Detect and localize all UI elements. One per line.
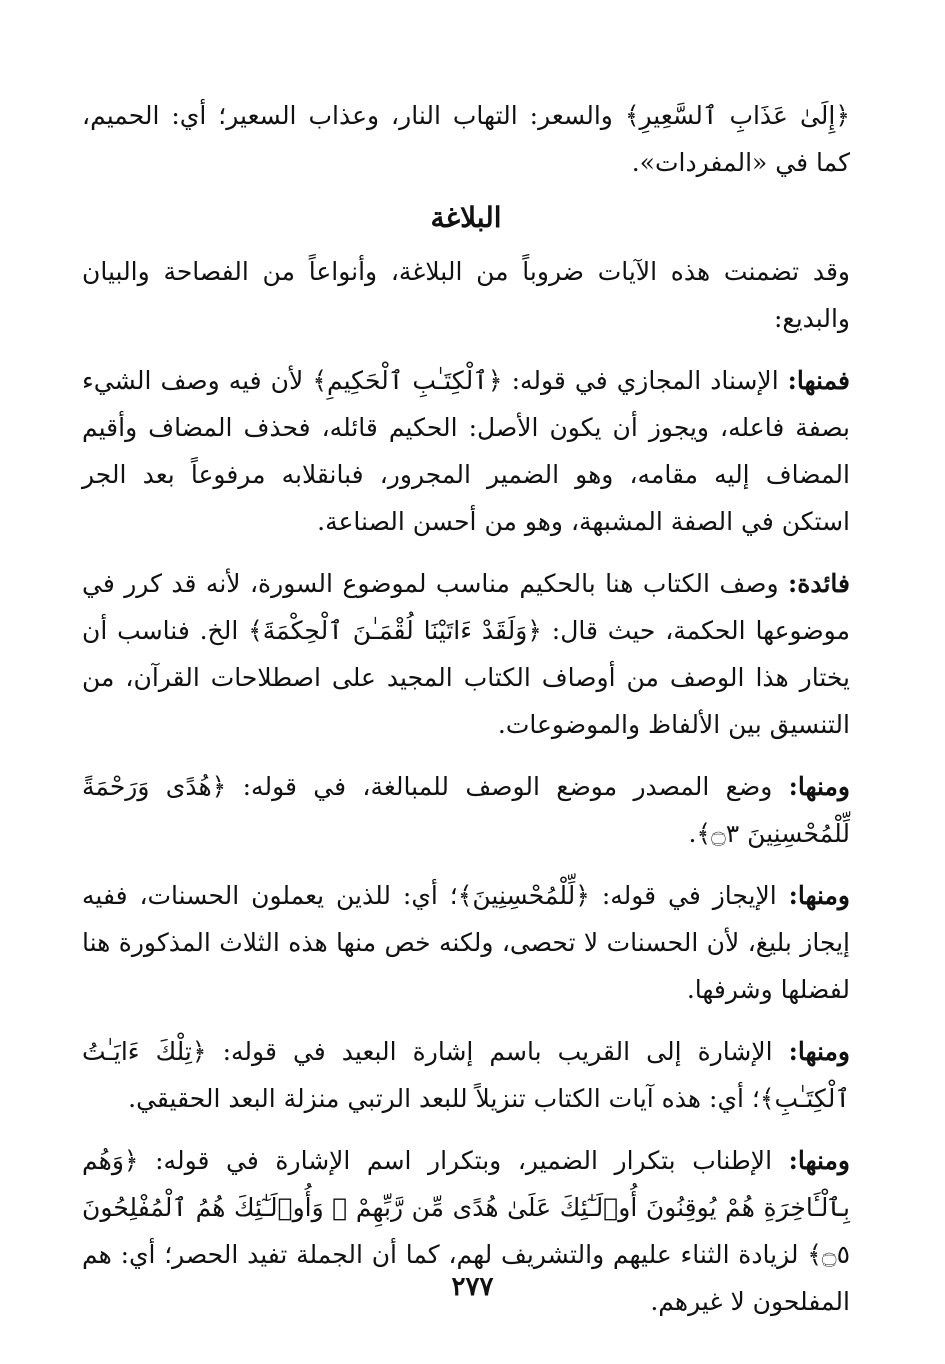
quran-quote: ﴿وَهُم بِٱلْـَٔاخِرَةِ هُمْ يُوقِنُونَ أُو۟لَـٰٓئِكَ عَلَىٰ هُدًى مِّن رَّبِّهِمْ ۖ وَأُو۟لَـٰٓئِكَ هُمُ ٱلْمُفْلِحُونَ ۝٥﴾ (82, 1146, 850, 1269)
paragraph-ishara (82, 1028, 850, 1122)
quran-quote: ﴿لِّلْمُحْسِنِينَ﴾ (457, 881, 590, 910)
opening-paragraph: وقد تضمنت هذه الآيات ضروباً من البلاغة، وأنواعاً من الفصاحة والبيان والبديع: (82, 257, 850, 333)
paragraph-lead: ومنها: (788, 881, 850, 910)
paragraph-text: ؛ أي: هذه آيات الكتاب تنزيلاً للبعد الرتبي منزلة البعد الحقيقي. (128, 1084, 760, 1113)
paragraph-lead: ومنها: (788, 1037, 850, 1066)
section-heading: البلاغة (430, 201, 502, 234)
paragraph-isnad (82, 357, 850, 545)
paragraph-text: الإسناد المجازي في قوله: (502, 366, 788, 395)
paragraph-text: والسعر: التهاب النار، وعذاب السعير؛ أي: الحميم، كما في «المفردات». (82, 101, 850, 177)
paragraph-text: لأن فيه وصف الشيء بصفة فاعله، ويجوز أن يكون الأصل: الحكيم قائله، فحذف المضاف وأقيم المضاف إليه مقامه، وهو الضمير المجرور، فبانقلابه مرفوعاً بعد الجر استكن في الصفة المشبهة، وهو من أحسن الصناعة. (82, 366, 850, 536)
quran-quote: ﴿هُدًى وَرَحْمَةً لِّلْمُحْسِنِينَ ۝٣﴾ (82, 772, 850, 848)
paragraph-text: الإيجاز في قوله: (589, 881, 789, 910)
paragraph-text: وصف الكتاب هنا بالحكيم مناسب لموضوع السورة، لأنه قد كرر في موضوعها الحكمة، حيث قال: (82, 569, 850, 645)
paragraph-text: الإطناب بتكرار الضمير، وبتكرار اسم الإشارة في قوله: (138, 1146, 789, 1175)
paragraph-text: . (688, 819, 697, 848)
quran-quote: ﴿ٱلْكِتَـٰبِ ٱلْحَكِيمِ﴾ (312, 366, 503, 395)
paragraph-lead: فمنها: (787, 366, 850, 395)
paragraph-lead: ومنها: (788, 1146, 850, 1175)
paragraph-faida (82, 560, 850, 748)
paragraph-ijaz (82, 872, 850, 1013)
paragraph-lead: فائدة: (788, 569, 850, 598)
quran-quote: ﴿وَلَقَدْ ءَاتَيْنَا لُقْمَـٰنَ ٱلْحِكْمَةَ﴾ (248, 616, 542, 645)
paragraph-text: ؛ أي: للذين يعملون الحسنات، ففيه إيجاز بليغ، لأن الحسنات لا تحصى، ولكنه خص منها هذه الثلاث المذكورة هنا لفضلها وشرفها. (82, 881, 850, 1004)
paragraph-masdar (82, 763, 850, 857)
page-number: ٢٧٧ (451, 1272, 494, 1302)
paragraph-text: لزيادة الثناء عليهم والتشريف لهم، كما أن الجملة تفيد الحصر؛ أي: هم المفلحون لا غيرهم. (82, 1240, 850, 1316)
paragraph-lead: ومنها: (788, 772, 850, 801)
intro-paragraph (82, 92, 850, 186)
quran-quote: ﴿إِلَىٰ عَذَابِ ٱلسَّعِيرِ﴾ (624, 101, 850, 130)
quran-quote: ﴿تِلْكَ ءَايَـٰتُ ٱلْكِتَـٰبِ﴾ (82, 1037, 850, 1113)
paragraph-text: الخ. فناسب أن يختار هذا الوصف من أوصاف الكتاب المجيد على اصطلاحات القرآن، من التنسيق بين الألفاظ والموضوعات. (82, 616, 850, 739)
paragraph-text: وضع المصدر موضع الوصف للمبالغة، في قوله: (226, 772, 789, 801)
paragraph-text: الإشارة إلى القريب باسم إشارة البعيد في قوله: (206, 1037, 789, 1066)
